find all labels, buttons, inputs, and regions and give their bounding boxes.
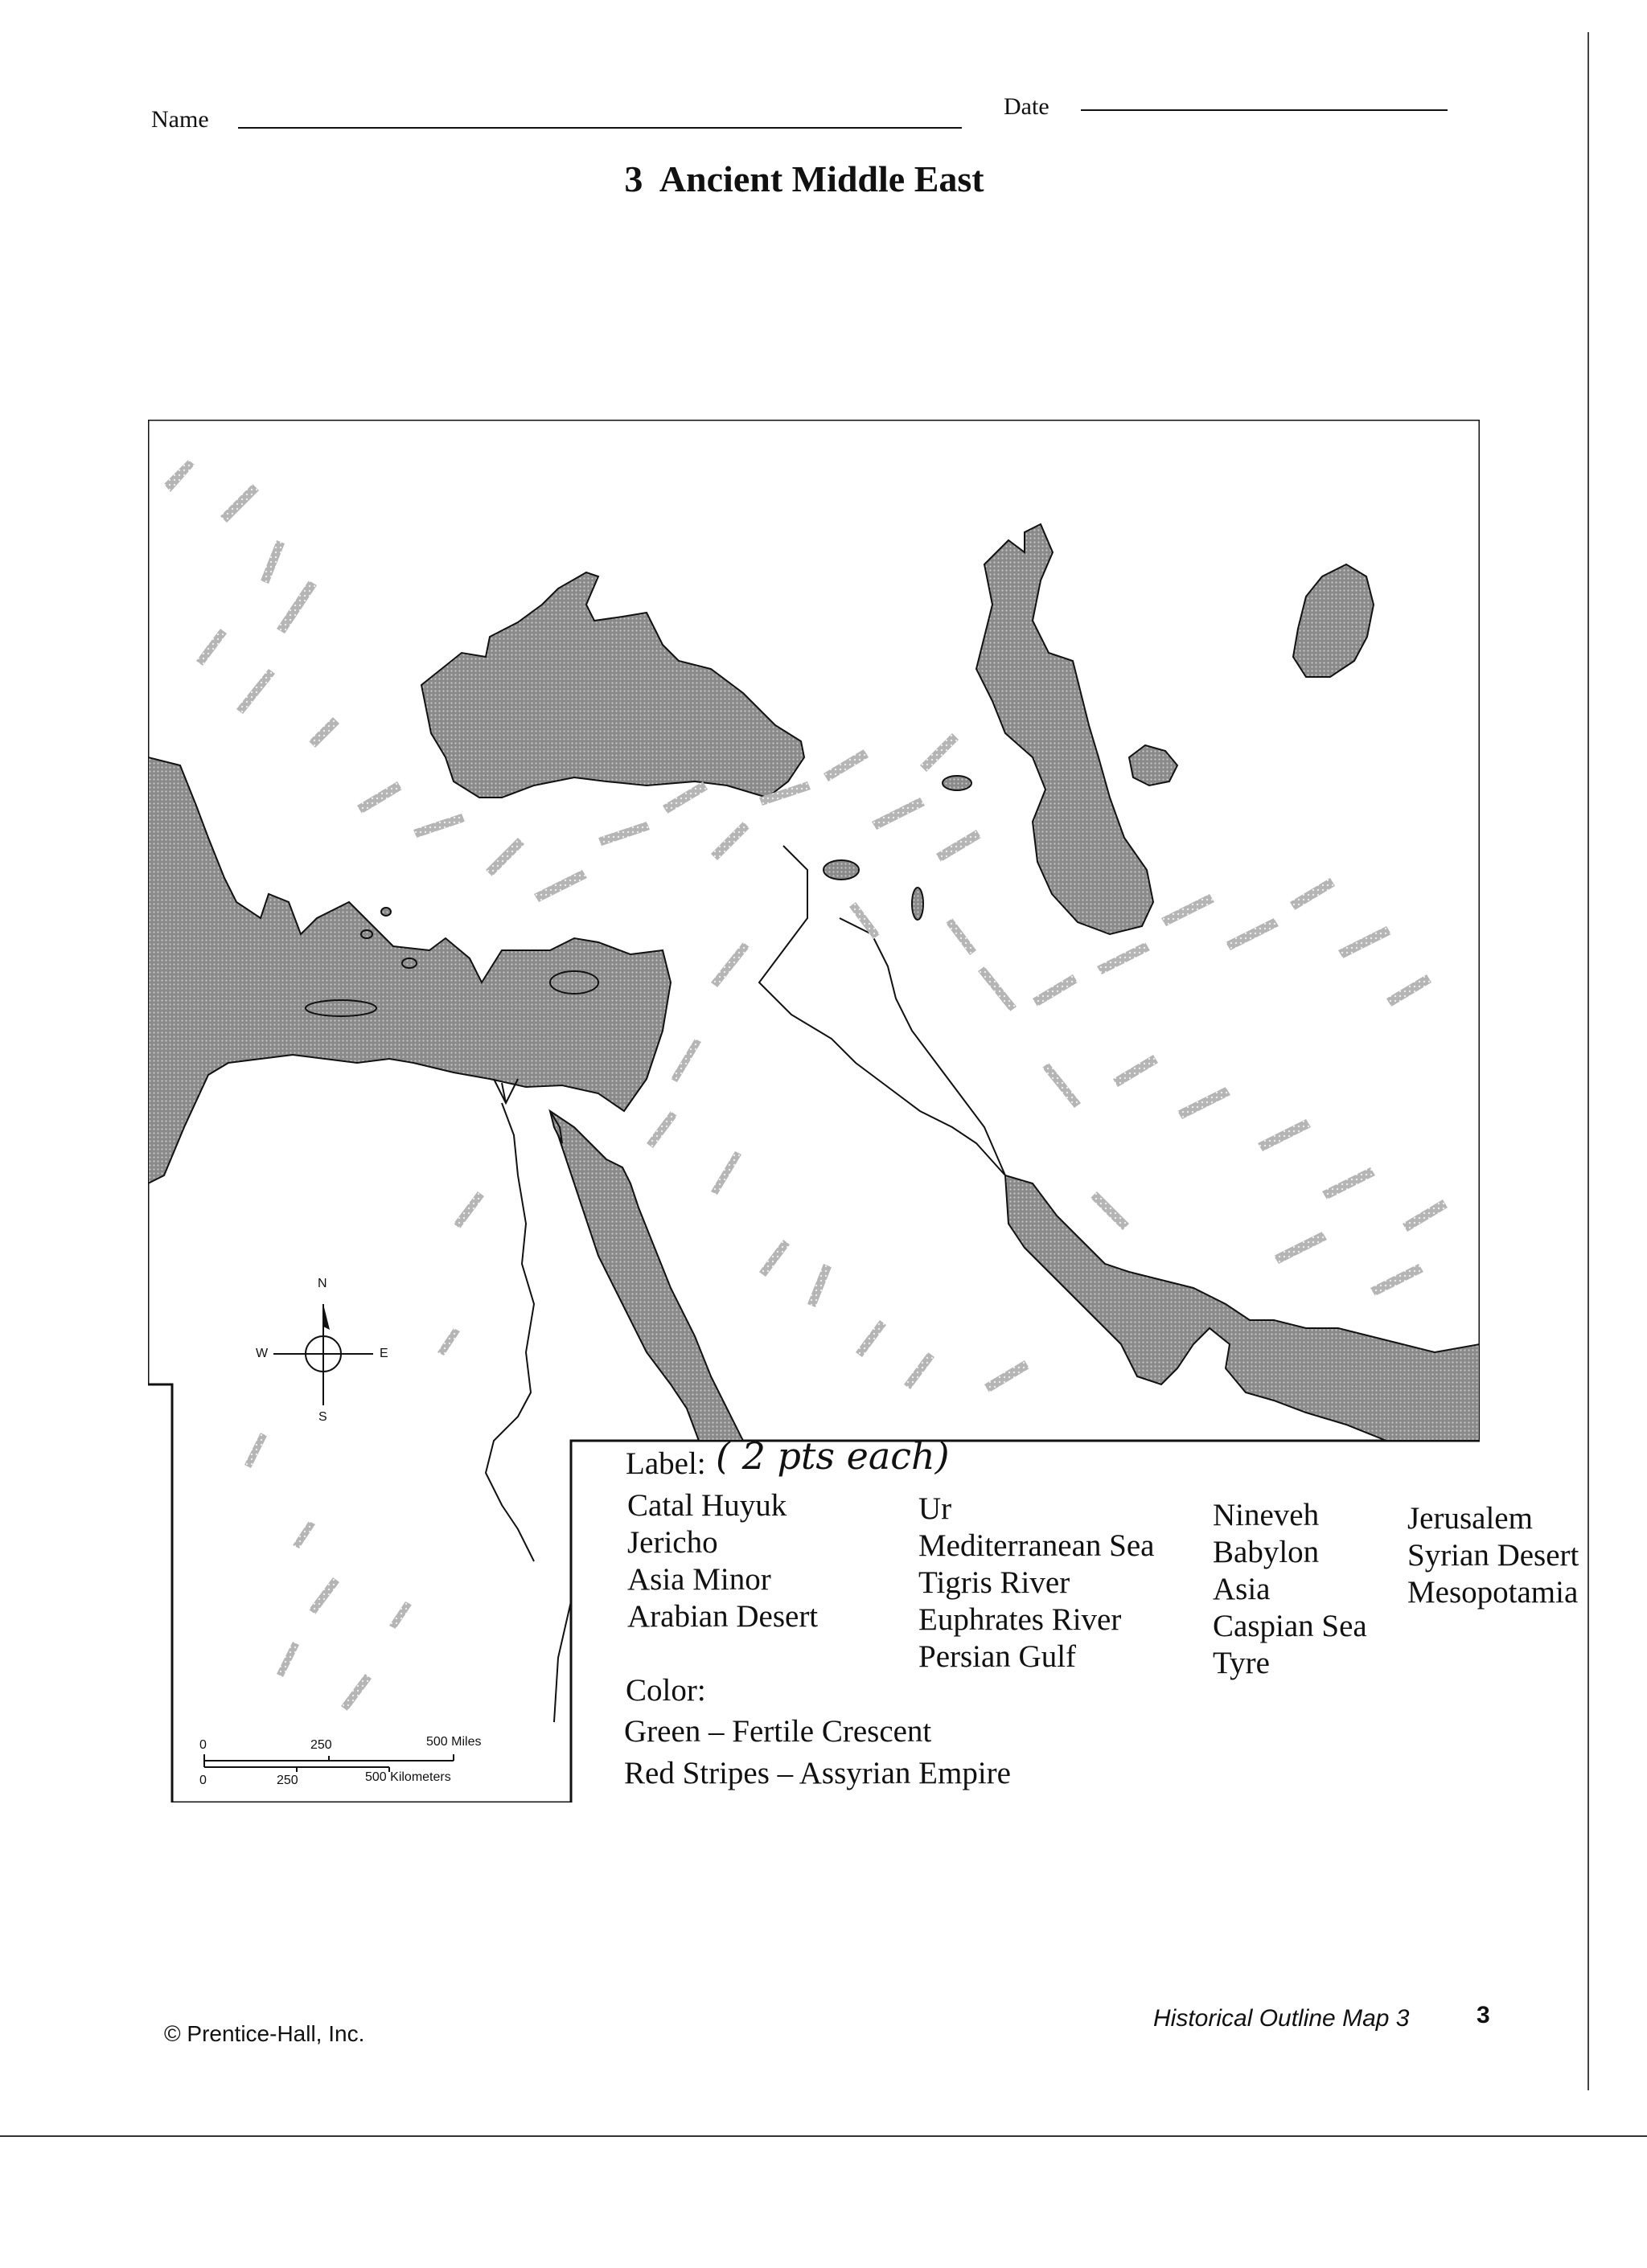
name-line[interactable] <box>238 127 962 129</box>
aral-sea <box>1293 564 1374 677</box>
label-item: Catal Huyuk <box>627 1488 787 1523</box>
scale-bar <box>204 1754 454 1772</box>
mediterranean-sea <box>148 757 671 1183</box>
color-list <box>624 1711 1011 1794</box>
date-label: Date <box>1004 93 1049 120</box>
kara-bogaz <box>1129 745 1177 785</box>
label-column-4 <box>1407 1500 1579 1611</box>
label-item: Asia Minor <box>627 1562 771 1597</box>
label-item: Nineveh <box>1213 1498 1320 1532</box>
caspian-sea <box>976 524 1153 934</box>
island-rhodes <box>402 958 417 968</box>
nile-upper <box>554 1602 571 1722</box>
label-item: Syrian Desert <box>1407 1538 1579 1573</box>
euphrates-river <box>759 846 1005 1175</box>
island-aegean-1 <box>361 930 372 938</box>
island-cyprus <box>550 971 598 994</box>
lake-sevan <box>943 776 971 790</box>
island-aegean-2 <box>381 908 391 916</box>
tigris-river <box>840 918 1005 1175</box>
lake-van <box>824 860 859 880</box>
page-title: 3 Ancient Middle East <box>624 158 984 199</box>
label-item: Asia <box>1213 1572 1271 1606</box>
label-item: Ur <box>918 1491 952 1526</box>
scale-miles-250: 250 <box>310 1738 332 1752</box>
label-column-2 <box>918 1491 1154 1675</box>
color-item-fertile-crescent: Green – Fertile Crescent <box>624 1714 932 1749</box>
scale-km-500: 500 Kilometers <box>365 1770 451 1784</box>
label-item: Euphrates River <box>918 1602 1122 1637</box>
color-item-assyrian-empire: Red Stripes – Assyrian Empire <box>624 1756 1011 1790</box>
scale-km-250: 250 <box>277 1774 298 1787</box>
series-title: Historical Outline Map 3 <box>1153 2005 1410 2032</box>
name-label: Name <box>151 106 209 133</box>
compass-e: E <box>380 1347 388 1360</box>
label-item: Persian Gulf <box>918 1639 1077 1674</box>
scan-edge-line <box>0 2135 1647 2137</box>
scale-miles-500: 500 Miles <box>426 1735 482 1749</box>
lake-urmia <box>912 888 923 920</box>
label-item: Arabian Desert <box>627 1599 819 1634</box>
label-item: Mediterranean Sea <box>918 1528 1155 1563</box>
compass-w: W <box>256 1347 269 1360</box>
scale-miles-0: 0 <box>199 1738 207 1752</box>
island-crete <box>306 1000 376 1016</box>
scan-right-edge <box>1587 32 1589 2090</box>
red-sea <box>550 1111 743 1441</box>
black-sea <box>421 572 804 798</box>
label-item: Tyre <box>1213 1646 1270 1680</box>
copyright: © Prentice-Hall, Inc. <box>164 2021 365 2046</box>
date-line[interactable] <box>1081 109 1448 111</box>
compass-s: S <box>318 1410 327 1424</box>
scale-km-0: 0 <box>199 1774 207 1787</box>
color-heading: Color: <box>626 1673 706 1708</box>
nile-river <box>486 1103 534 1561</box>
label-item: Mesopotamia <box>1407 1575 1579 1610</box>
label-column-3 <box>1213 1497 1367 1682</box>
page-number: 3 <box>1477 2002 1490 2028</box>
persian-gulf <box>1005 1175 1480 1441</box>
compass-rose <box>273 1304 373 1405</box>
label-item: Caspian Sea <box>1213 1609 1367 1643</box>
label-item: Jerusalem <box>1407 1501 1533 1536</box>
compass-n: N <box>318 1277 327 1290</box>
label-heading: Label: <box>626 1446 706 1481</box>
label-item: Jericho <box>627 1525 718 1560</box>
label-item: Babylon <box>1213 1535 1320 1569</box>
label-column-1 <box>627 1487 818 1635</box>
label-note-handwritten: ( 2 pts each) <box>716 1434 950 1478</box>
label-item: Tigris River <box>918 1565 1070 1600</box>
